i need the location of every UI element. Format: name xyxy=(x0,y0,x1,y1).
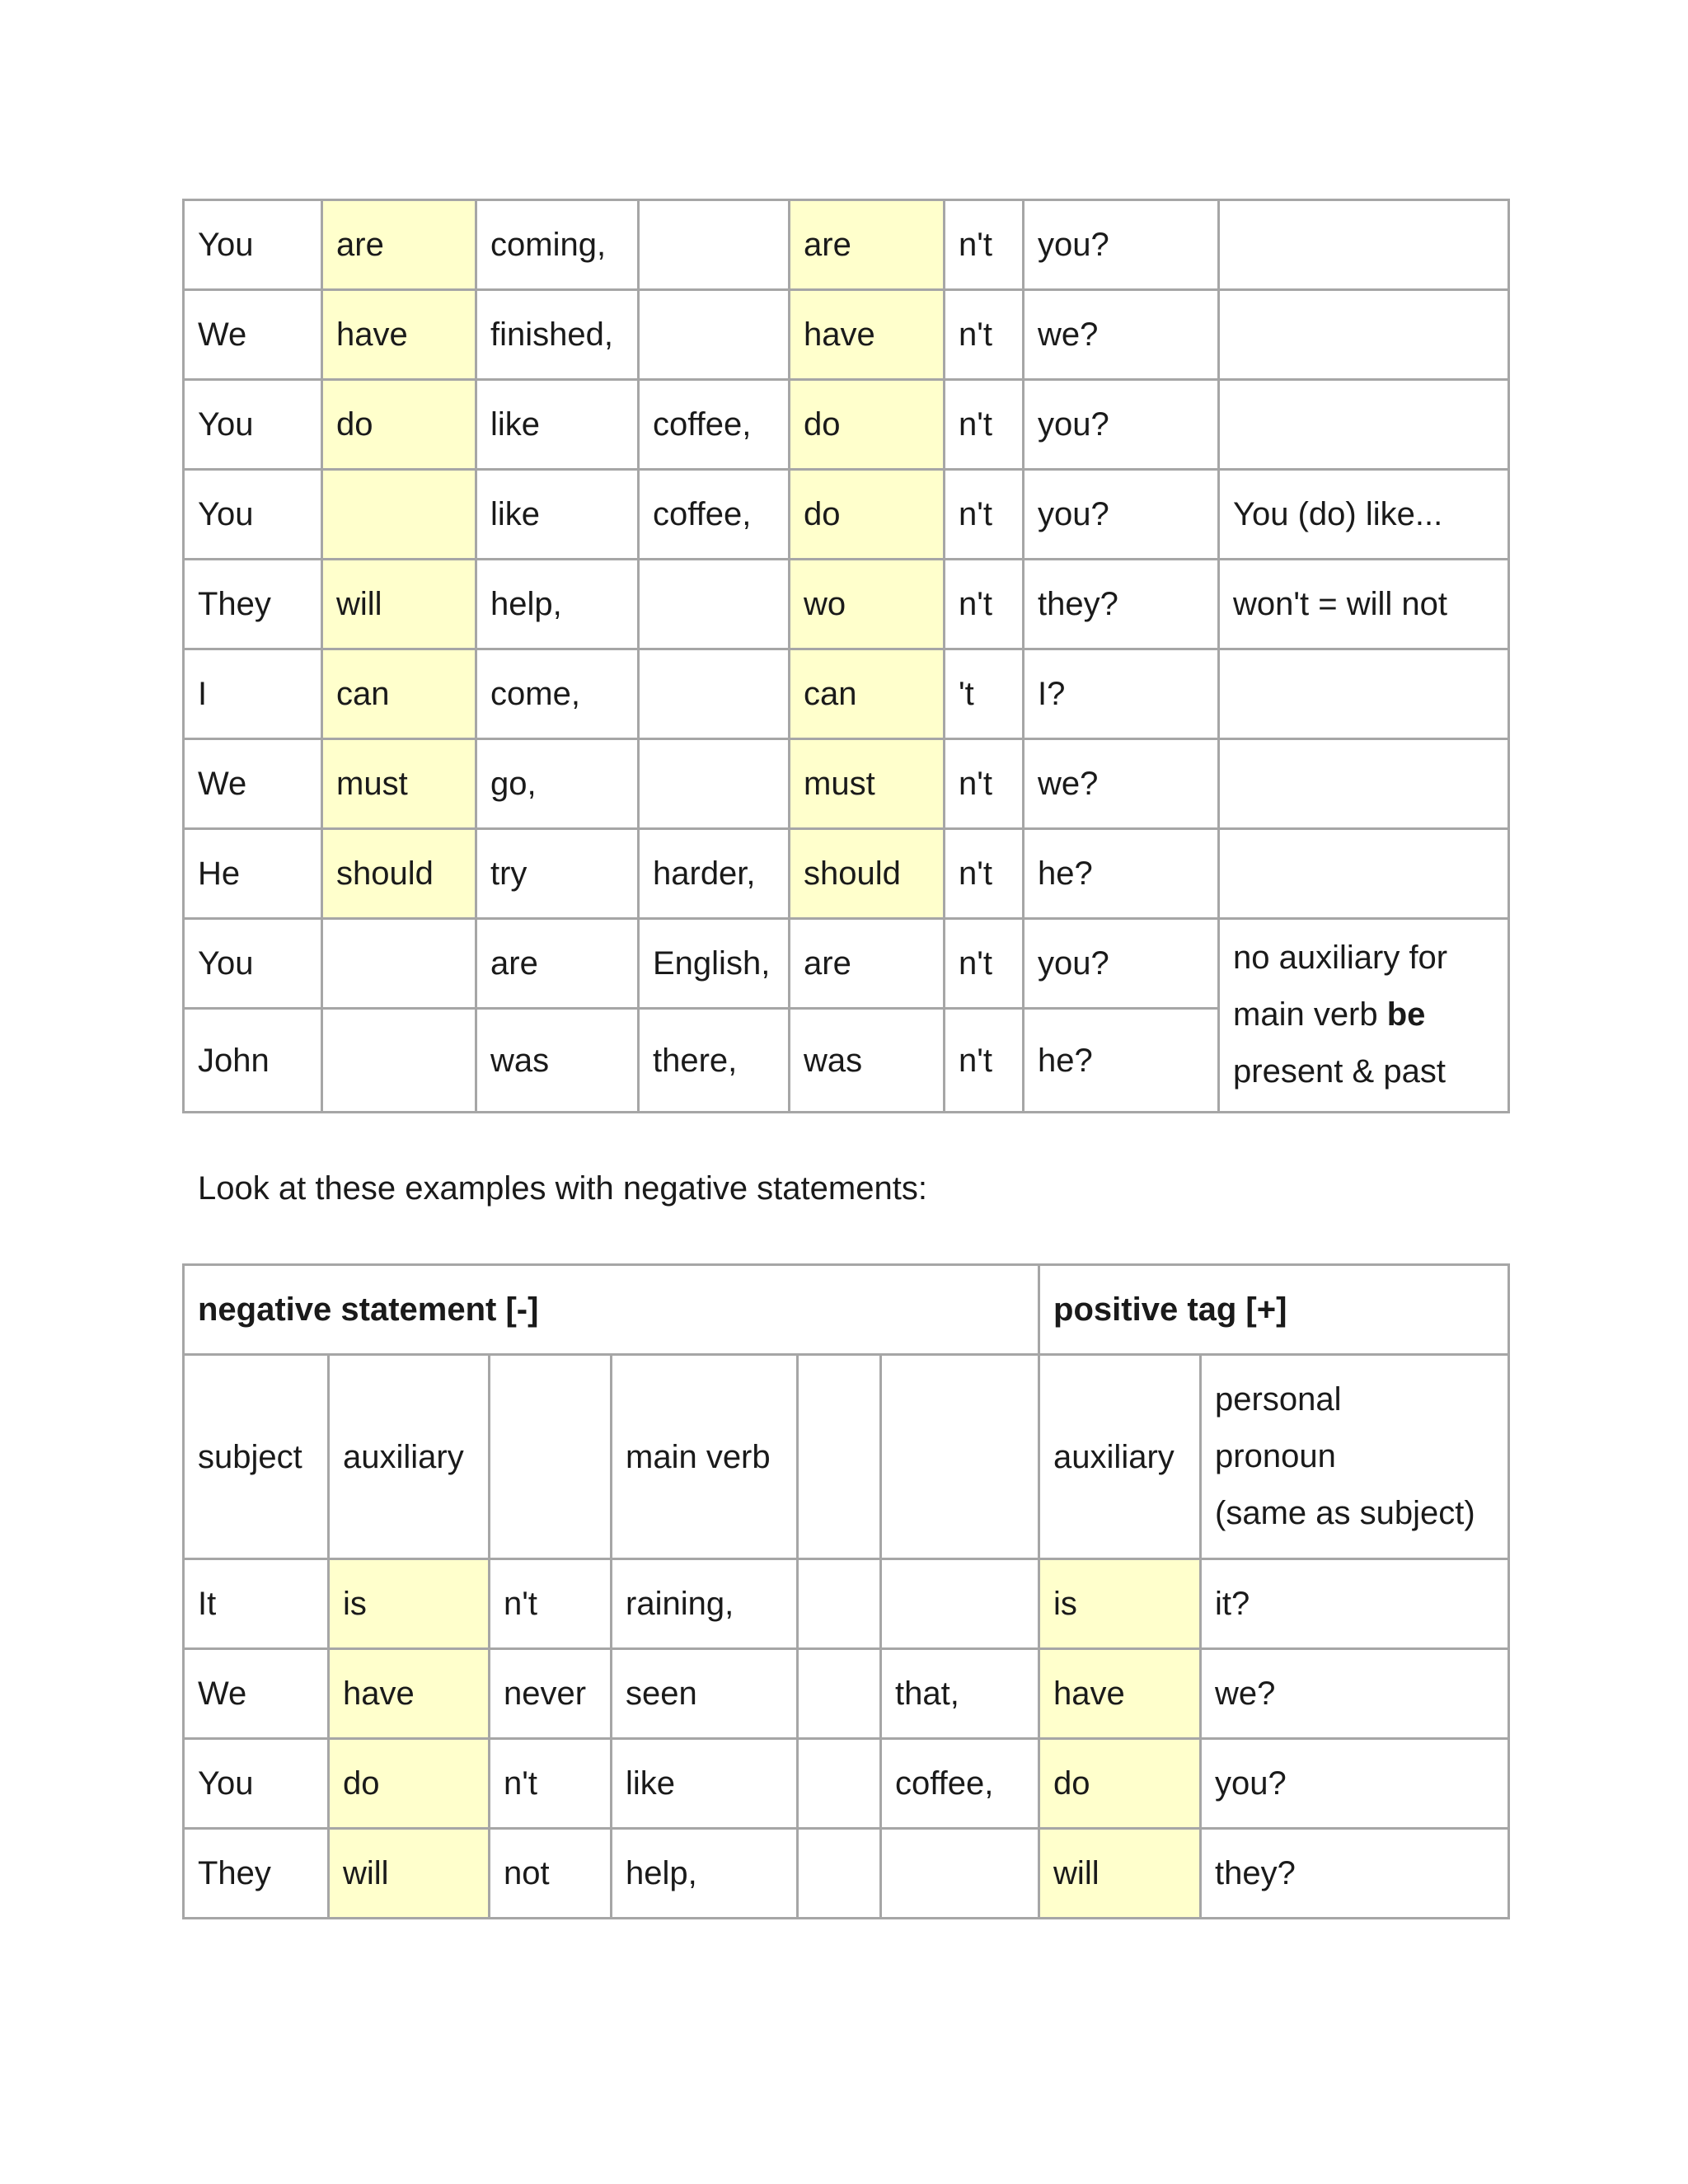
empty-label xyxy=(798,1355,881,1559)
note-cell xyxy=(1219,649,1509,739)
object-cell xyxy=(881,1829,1039,1919)
note-cell xyxy=(1219,829,1509,919)
table-row xyxy=(184,560,1509,649)
auxiliary-cell: will xyxy=(322,560,476,649)
subject-label: subject xyxy=(184,1355,329,1559)
object-cell xyxy=(639,649,790,739)
negation-cell: n't xyxy=(945,290,1024,380)
empty-cell xyxy=(798,1649,881,1739)
auxiliary-label: auxiliary xyxy=(329,1355,490,1559)
negation-cell: n't xyxy=(945,739,1024,829)
note-cell xyxy=(1219,380,1509,470)
negation-cell: n't xyxy=(945,829,1024,919)
subject-cell: They xyxy=(184,560,322,649)
auxiliary-cell: will xyxy=(329,1829,490,1919)
negative-statement-tag-table xyxy=(182,1263,1510,1919)
object-cell: coffee, xyxy=(639,380,790,470)
main-verb-cell: seen xyxy=(612,1649,798,1739)
subject-cell: He xyxy=(184,829,322,919)
note-cell: You (do) like... xyxy=(1219,470,1509,560)
table-row xyxy=(184,380,1509,470)
positive-tag-header: positive tag [+] xyxy=(1039,1265,1509,1355)
tag-pronoun-cell: they? xyxy=(1024,560,1219,649)
object-cell: that, xyxy=(881,1649,1039,1739)
auxiliary-cell: is xyxy=(329,1559,490,1649)
subject-cell: We xyxy=(184,290,322,380)
tag-auxiliary-cell: is xyxy=(1039,1559,1201,1649)
be-note-cell xyxy=(1219,919,1509,1113)
subject-cell: You xyxy=(184,200,322,290)
subject-cell: You xyxy=(184,470,322,560)
auxiliary-cell xyxy=(322,919,476,1009)
main-verb-cell: like xyxy=(476,380,639,470)
auxiliary-cell: can xyxy=(322,649,476,739)
negation-cell: n't xyxy=(945,919,1024,1009)
empty-label xyxy=(881,1355,1039,1559)
main-verb-cell: like xyxy=(612,1739,798,1829)
table-row xyxy=(184,649,1509,739)
tag-auxiliary-cell: are xyxy=(790,919,945,1009)
tag-auxiliary-cell: do xyxy=(790,470,945,560)
subject-cell: They xyxy=(184,1829,329,1919)
positive-statement-tag-table xyxy=(182,199,1510,1113)
subject-cell: I xyxy=(184,649,322,739)
table-row xyxy=(184,829,1509,919)
subject-cell: You xyxy=(184,1739,329,1829)
auxiliary-cell: have xyxy=(329,1649,490,1739)
tag-pronoun-cell: they? xyxy=(1201,1829,1509,1919)
main-verb-cell: go, xyxy=(476,739,639,829)
note-cell xyxy=(1219,290,1509,380)
table-row xyxy=(184,1649,1509,1739)
be-note-bold: be xyxy=(1386,996,1426,1033)
negation-cell: n't xyxy=(945,560,1024,649)
tag-pronoun-cell: it? xyxy=(1201,1559,1509,1649)
tag-pronoun-cell: you? xyxy=(1024,200,1219,290)
table-row xyxy=(184,200,1509,290)
be-note-line1: no auxiliary for xyxy=(1233,940,1448,976)
table-row xyxy=(184,739,1509,829)
tag-pronoun-cell: you? xyxy=(1024,470,1219,560)
table-row xyxy=(184,470,1509,560)
note-cell xyxy=(1219,200,1509,290)
subject-cell: It xyxy=(184,1559,329,1649)
negative-statement-header: negative statement [-] xyxy=(184,1265,1039,1355)
negation-cell: not xyxy=(490,1829,612,1919)
empty-cell xyxy=(798,1829,881,1919)
negation-cell: n't xyxy=(945,1009,1024,1113)
tag-pronoun-cell: we? xyxy=(1024,739,1219,829)
subject-cell: John xyxy=(184,1009,322,1113)
be-note-line2: main verb xyxy=(1233,996,1387,1033)
main-verb-cell: raining, xyxy=(612,1559,798,1649)
main-verb-cell: was xyxy=(476,1009,639,1113)
main-verb-cell: are xyxy=(476,919,639,1009)
intro-text: Look at these examples with negative statements: xyxy=(198,1170,927,1207)
tag-pronoun-cell: I? xyxy=(1024,649,1219,739)
negation-cell: n't xyxy=(490,1739,612,1829)
auxiliary-cell: do xyxy=(329,1739,490,1829)
object-cell xyxy=(881,1559,1039,1649)
tag-auxiliary-cell: will xyxy=(1039,1829,1201,1919)
table-row xyxy=(184,290,1509,380)
note-cell: won't = will not xyxy=(1219,560,1509,649)
tag-auxiliary-cell: have xyxy=(790,290,945,380)
auxiliary-cell: are xyxy=(322,200,476,290)
table-row xyxy=(184,1559,1509,1649)
tag-auxiliary-cell: must xyxy=(790,739,945,829)
tag-auxiliary-cell: can xyxy=(790,649,945,739)
auxiliary-cell: have xyxy=(322,290,476,380)
object-cell: coffee, xyxy=(881,1739,1039,1829)
object-cell xyxy=(639,560,790,649)
empty-label xyxy=(490,1355,612,1559)
object-cell: coffee, xyxy=(639,470,790,560)
main-verb-label: main verb xyxy=(612,1355,798,1559)
table-row xyxy=(184,1829,1509,1919)
negation-cell: never xyxy=(490,1649,612,1739)
main-verb-cell: like xyxy=(476,470,639,560)
tag-auxiliary-cell: should xyxy=(790,829,945,919)
object-cell xyxy=(639,290,790,380)
tag-auxiliary-cell: have xyxy=(1039,1649,1201,1739)
object-cell xyxy=(639,739,790,829)
main-verb-cell: finished, xyxy=(476,290,639,380)
auxiliary-cell: should xyxy=(322,829,476,919)
tag-auxiliary-cell: wo xyxy=(790,560,945,649)
auxiliary-cell xyxy=(322,1009,476,1113)
negation-cell: n't xyxy=(945,470,1024,560)
negation-cell: n't xyxy=(945,380,1024,470)
personal-pronoun-label xyxy=(1201,1355,1509,1559)
subject-cell: You xyxy=(184,919,322,1009)
table-row xyxy=(184,919,1509,1009)
main-verb-cell: try xyxy=(476,829,639,919)
tag-pronoun-cell: we? xyxy=(1201,1649,1509,1739)
object-cell: English, xyxy=(639,919,790,1009)
main-verb-cell: help, xyxy=(476,560,639,649)
pronoun-label-line1: personal xyxy=(1215,1381,1342,1418)
pronoun-label-line3: (same as subject) xyxy=(1215,1495,1475,1531)
header-row xyxy=(184,1265,1509,1355)
tag-pronoun-cell: you? xyxy=(1024,919,1219,1009)
main-verb-cell: come, xyxy=(476,649,639,739)
empty-cell xyxy=(798,1559,881,1649)
auxiliary-cell: must xyxy=(322,739,476,829)
auxiliary-cell: do xyxy=(322,380,476,470)
tag-auxiliary-cell: was xyxy=(790,1009,945,1113)
note-cell xyxy=(1219,739,1509,829)
subject-cell: We xyxy=(184,1649,329,1739)
table-row xyxy=(184,1739,1509,1829)
tag-auxiliary-cell: are xyxy=(790,200,945,290)
tag-pronoun-cell: he? xyxy=(1024,829,1219,919)
negation-cell: n't xyxy=(490,1559,612,1649)
be-note-line3: present & past xyxy=(1233,1053,1446,1090)
subject-cell: We xyxy=(184,739,322,829)
auxiliary-cell xyxy=(322,470,476,560)
empty-cell xyxy=(798,1739,881,1829)
tag-auxiliary-cell: do xyxy=(790,380,945,470)
tag-auxiliary-label: auxiliary xyxy=(1039,1355,1201,1559)
tag-pronoun-cell: he? xyxy=(1024,1009,1219,1113)
pronoun-label-line2: pronoun xyxy=(1215,1438,1336,1474)
subject-cell: You xyxy=(184,380,322,470)
main-verb-cell: help, xyxy=(612,1829,798,1919)
tag-pronoun-cell: we? xyxy=(1024,290,1219,380)
tag-pronoun-cell: you? xyxy=(1201,1739,1509,1829)
main-verb-cell: coming, xyxy=(476,200,639,290)
negation-cell: n't xyxy=(945,200,1024,290)
object-cell xyxy=(639,200,790,290)
object-cell: there, xyxy=(639,1009,790,1113)
negation-cell: 't xyxy=(945,649,1024,739)
object-cell: harder, xyxy=(639,829,790,919)
tag-auxiliary-cell: do xyxy=(1039,1739,1201,1829)
column-label-row xyxy=(184,1355,1509,1559)
tag-pronoun-cell: you? xyxy=(1024,380,1219,470)
